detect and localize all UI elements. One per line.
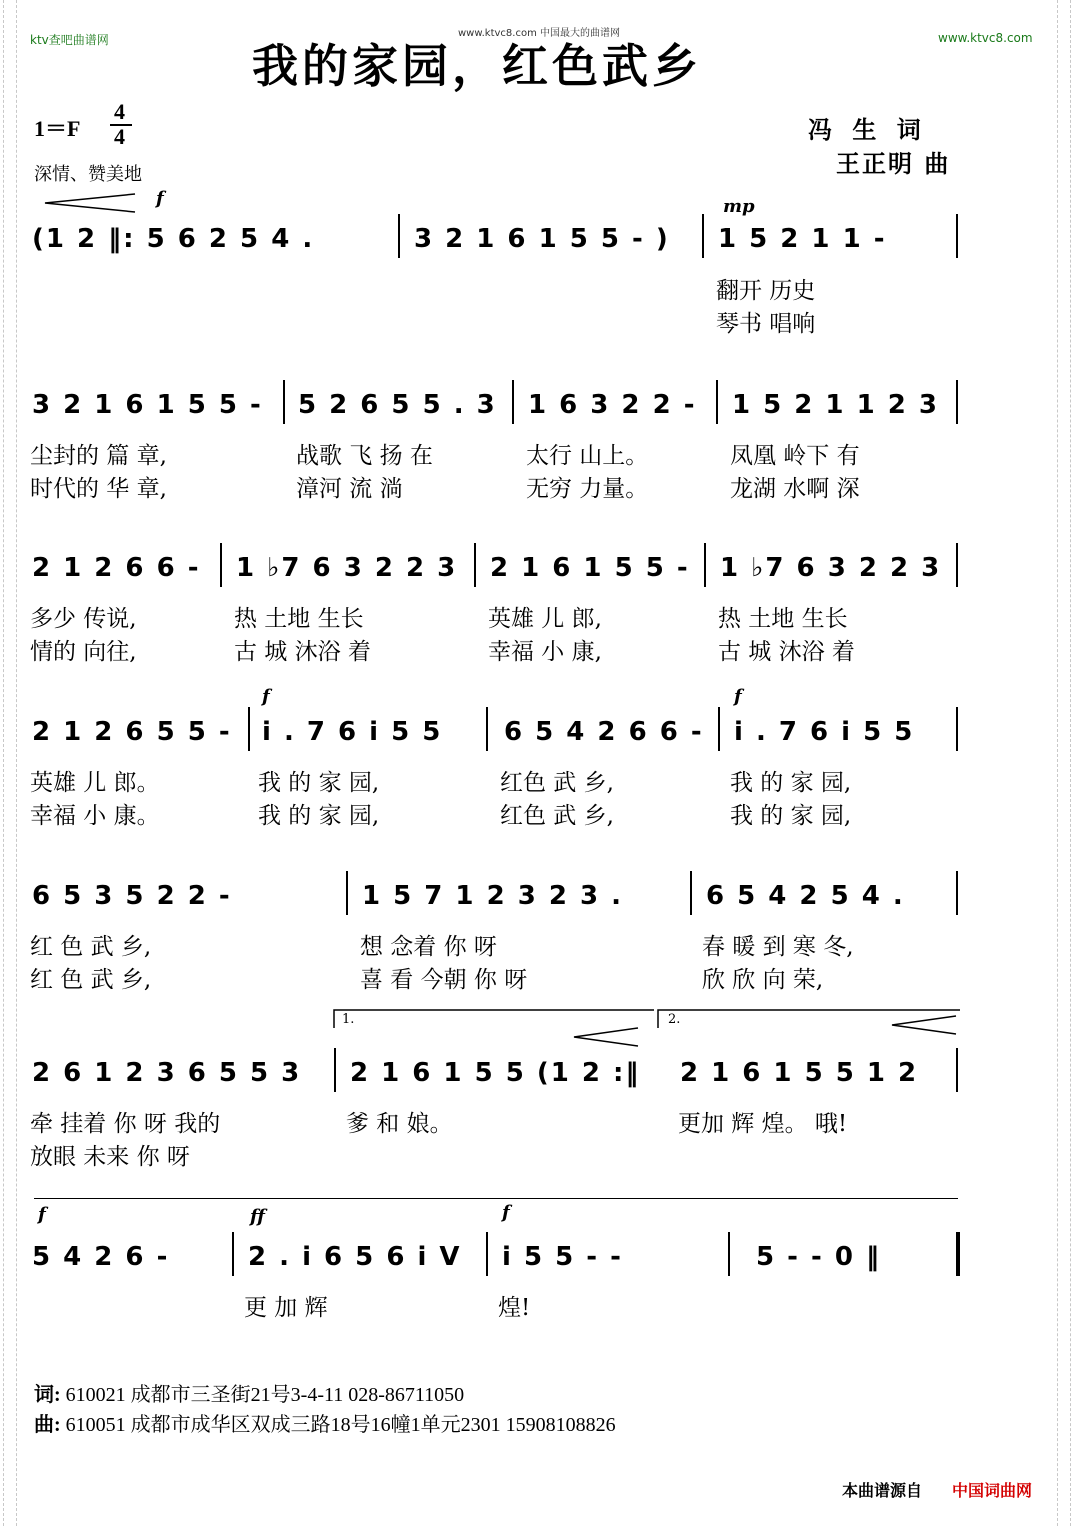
time-sig-top: 4 <box>114 99 125 124</box>
lyric-verse-2: 幸福 小 康, <box>488 639 602 665</box>
dynamic-mark: f <box>156 188 164 209</box>
bar-line <box>956 543 958 587</box>
dynamic-mark: f <box>38 1204 46 1225</box>
bar-line <box>486 707 488 751</box>
notation-measure: 1 ♭7 6 3 2 2 3 <box>236 553 458 583</box>
page-title: 我的家园，红色武乡 <box>252 39 702 93</box>
lyric-verse-1: 红 色 武 乡, <box>30 934 152 960</box>
bar-line <box>716 380 718 424</box>
lyric-verse-1: 爹 和 娘。 <box>346 1111 453 1137</box>
lyric-verse-1: 尘封的 篇 章, <box>30 443 167 469</box>
notation-measure: 2 1 6 1 5 5 - <box>490 553 690 583</box>
lyric-verse-1: 牵 挂着 你 呀 我的 <box>30 1111 221 1137</box>
crescendo-hairpin-2 <box>572 1026 642 1048</box>
lyric-verse-2: 时代的 华 章, <box>30 476 167 502</box>
bar-line <box>704 543 706 587</box>
lyric-verse-2: 喜 看 今朝 你 呀 <box>360 967 528 993</box>
bar-line <box>956 380 958 424</box>
bar-line <box>220 543 222 587</box>
bar-line <box>728 1232 730 1276</box>
lyric-verse-2: 幸福 小 康。 <box>30 803 160 829</box>
notation-measure: 5 4 2 6 - <box>32 1242 170 1272</box>
notation-measure: i . 7 6 i 5 5 <box>262 717 443 747</box>
time-sig-bottom: 4 <box>114 124 125 149</box>
bar-line <box>512 380 514 424</box>
lyric-verse-2: 琴书 唱响 <box>716 311 816 337</box>
bar-line <box>334 1048 336 1092</box>
volta-1-label: 1. <box>342 1012 355 1027</box>
footer-qu-text: 610051 成都市成华区双成三路18号16幢1单元2301 15908108826 <box>65 1414 616 1436</box>
notation-measure: 2 6 1 2 3 6 5 5 3 <box>32 1058 302 1088</box>
notation-measure: 2 1 2 6 6 - <box>32 553 201 583</box>
lyric-verse-1: 英雄 儿 郎。 <box>30 770 160 796</box>
notation-measure: 2 1 6 1 5 5 (1 2 :‖ <box>350 1058 641 1088</box>
lyric-verse-1: 春 暖 到 寒 冬, <box>702 934 854 960</box>
lyric-verse-1: 凤凰 岭下 有 <box>730 443 860 469</box>
volta-brackets <box>332 1008 962 1030</box>
lyric-verse-1: 翻开 历史 <box>716 278 816 304</box>
notation-measure: 1 5 2 1 1 - <box>718 224 887 254</box>
notation-measure: 2 1 6 1 5 5 1 2 <box>680 1058 919 1088</box>
volta-2-label: 2. <box>668 1012 681 1027</box>
footer-qu-label: 曲: <box>34 1414 61 1436</box>
lyric-verse-1: 英雄 儿 郎, <box>488 606 602 632</box>
lyric-verse-2: 情的 向往, <box>30 639 137 665</box>
dynamic-mark: ff <box>250 1206 265 1227</box>
watermark-top: www.ktvc8.com 中国最大的曲谱网 <box>458 28 621 39</box>
lyric-verse-1: 太行 山上。 <box>526 443 649 469</box>
lyric-verse-1: 战歌 飞 扬 在 <box>296 443 433 469</box>
lyric-verse-2: 无穷 力量。 <box>526 476 649 502</box>
dynamic-mark: mp <box>723 196 755 217</box>
notation-measure: 1 5 2 1 1 2 3 <box>732 390 939 420</box>
footer-ci-label: 词: <box>34 1384 61 1406</box>
bar-line <box>956 871 958 915</box>
lyric-verse-2: 古 城 沐浴 着 <box>718 639 855 665</box>
footer-ci-text: 610021 成都市三圣街21号3-4-11 028-86711050 <box>65 1384 465 1406</box>
lyric-verse-1: 热 土地 生长 <box>718 606 848 632</box>
source-site-link[interactable]: 中国词曲网 <box>952 1481 1033 1500</box>
lyric-verse-1: 红色 武 乡, <box>500 770 614 796</box>
notation-measure: 2 1 2 6 5 5 - <box>32 717 232 747</box>
bar-line <box>956 1048 958 1092</box>
lyric-verse-2: 红色 武 乡, <box>500 803 614 829</box>
lyric-verse-1: 热 土地 生长 <box>234 606 364 632</box>
footer-lyricist-contact <box>34 1378 464 1407</box>
lyric-verse-2: 古 城 沐浴 着 <box>234 639 371 665</box>
lyric-verse-1: 我 的 家 园, <box>730 770 852 796</box>
system-top-line <box>34 1198 958 1199</box>
dynamic-mark: f <box>502 1202 510 1223</box>
composer-credit: 王正明 曲 <box>836 150 951 178</box>
lyricist-credit: 冯 生 词 <box>808 116 927 144</box>
bar-line <box>248 707 250 751</box>
key-signature: 1＝F <box>34 116 81 141</box>
lyric-verse-2: 欣 欣 向 荣, <box>702 967 824 993</box>
watermark-right: www.ktvc8.com <box>938 31 1033 45</box>
source-label: 本曲谱源自 <box>842 1481 923 1500</box>
lyric-verse-1: 想 念着 你 呀 <box>360 934 497 960</box>
notation-measure: 5 - - 0 ‖ <box>756 1242 881 1272</box>
lyric-verse-1: 我 的 家 园, <box>258 770 380 796</box>
bar-line <box>702 214 704 258</box>
bar-line <box>956 707 958 751</box>
lyric-verse-1: 多少 传说, <box>30 606 137 632</box>
bar-line <box>718 707 720 751</box>
notation-measure: 1 6 3 2 2 - <box>528 390 697 420</box>
notation-measure: 2 . i 6 5 6 i V <box>248 1242 462 1272</box>
notation-measure: 1 ♭7 6 3 2 2 3 <box>720 553 942 583</box>
notation-measure: 6 5 4 2 6 6 - <box>504 717 704 747</box>
lyric-verse-2: 红 色 武 乡, <box>30 967 152 993</box>
notation-measure: i 5 5 - - <box>502 1242 623 1272</box>
lyric-verse-2: 漳河 流 淌 <box>296 476 403 502</box>
bar-line <box>956 214 958 258</box>
lyric-verse-1: 更加 辉 煌。 哦! <box>678 1111 848 1137</box>
final-bar-line <box>956 1232 960 1276</box>
bar-line <box>474 543 476 587</box>
bar-line <box>283 380 285 424</box>
notation-measure: (1 2 ‖: 5 6 2 5 4 . <box>32 224 315 254</box>
notation-measure: 3 2 1 6 1 5 5 - <box>32 390 263 420</box>
crescendo-hairpin-1 <box>40 192 140 214</box>
notation-measure: 3 2 1 6 1 5 5 - ) <box>414 224 670 254</box>
dynamic-mark: f <box>262 686 270 707</box>
notation-measure: 6 5 4 2 5 4 . <box>706 881 905 911</box>
bar-line <box>346 871 348 915</box>
left-margin-strip <box>3 0 17 1526</box>
crescendo-hairpin-3 <box>890 1014 960 1036</box>
notation-measure: i . 7 6 i 5 5 <box>734 717 915 747</box>
notation-measure: 5 2 6 5 5 . 3 <box>298 390 497 420</box>
lyric-verse-2: 放眼 未来 你 呀 <box>30 1144 190 1170</box>
bar-line <box>398 214 400 258</box>
lyric-verse-1: 更 加 辉 <box>244 1295 328 1321</box>
tempo-marking: 深情、赞美地 <box>34 164 142 185</box>
lyric-verse-1: 煌! <box>498 1295 531 1321</box>
bar-line <box>486 1232 488 1276</box>
lyric-verse-2: 我 的 家 园, <box>730 803 852 829</box>
notation-measure: 1 5 7 1 2 3 2 3 . <box>362 881 624 911</box>
footer-composer-contact <box>34 1408 616 1437</box>
dynamic-mark: f <box>734 686 742 707</box>
lyric-verse-2: 龙湖 水啊 深 <box>730 476 860 502</box>
notation-measure: 6 5 3 5 2 2 - <box>32 881 232 911</box>
bar-line <box>690 871 692 915</box>
lyric-verse-2: 我 的 家 园, <box>258 803 380 829</box>
bar-line <box>232 1232 234 1276</box>
right-margin-strip <box>1057 0 1071 1526</box>
watermark-left: ktv查吧曲谱网 <box>30 33 109 47</box>
